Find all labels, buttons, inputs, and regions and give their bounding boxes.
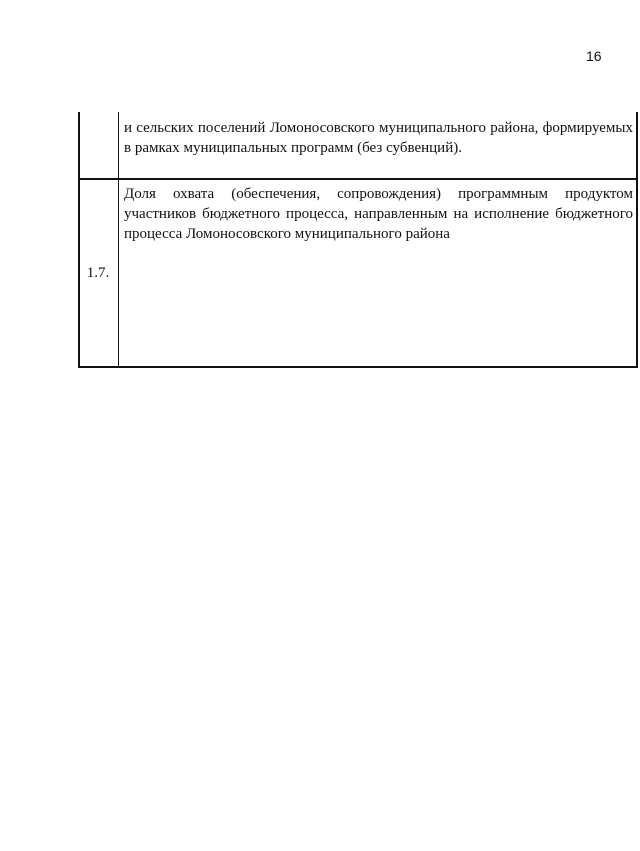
page-number: 16 bbox=[586, 48, 602, 64]
row-number-cell bbox=[79, 112, 119, 179]
row-number-cell bbox=[79, 179, 119, 367]
row-text-cell bbox=[119, 112, 638, 179]
table-row bbox=[79, 112, 637, 179]
continuation-text: и сельских поселений Ломоносовского муниципального района, формируемых в рамках муниципальных программ (без субвенций). bbox=[124, 120, 633, 156]
row-text-cell bbox=[119, 179, 638, 367]
indicator-text: Доля охвата (обеспечения, сопровождения) программным продуктом участников бюджетного процесса, направленным на исполнение бюджетного процесса Ломоносовского муниципального района bbox=[124, 186, 633, 242]
table-row bbox=[79, 179, 637, 367]
indicators-table bbox=[78, 112, 638, 368]
row-number: 1.7. bbox=[86, 264, 110, 281]
